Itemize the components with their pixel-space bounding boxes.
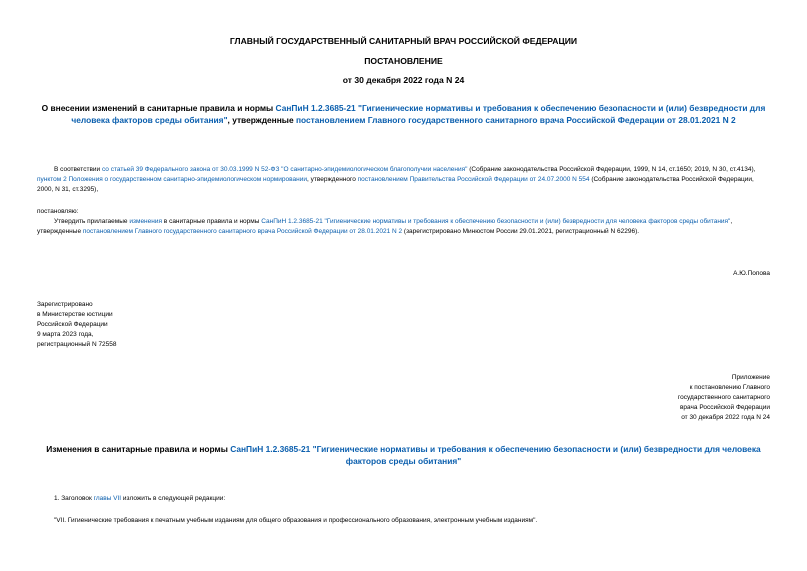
changes-title — [40, 444, 767, 467]
decree-link[interactable]: постановлением Главного государственного санитарного врача Российской Федерации от 28.01.2021 N 2 — [295, 114, 736, 125]
preamble-text-1: В соответствии — [54, 166, 102, 173]
appendix-line: врача Российской Федерации — [679, 404, 770, 411]
resolve-text-1: Утвердить прилагаемые — [54, 218, 130, 225]
appendix-line: от 30 декабря 2022 года N 24 — [681, 414, 770, 421]
changes-link[interactable]: изменения — [129, 218, 162, 225]
preamble-paragraph — [37, 165, 770, 195]
chapter-vii-link[interactable]: главы VII — [93, 495, 122, 502]
document-type: ПОСТАНОВЛЕНИЕ — [364, 56, 443, 66]
resolve-text-4: (зарегистрировано Минюстом России 29.01.2021, регистрационный N 62296). — [402, 228, 640, 235]
signature: А.Ю.Попова — [733, 270, 770, 277]
issuing-authority: ГЛАВНЫЙ ГОСУДАРСТВЕННЫЙ САНИТАРНЫЙ ВРАЧ РОССИЙСКОЙ ФЕДЕРАЦИИ — [229, 36, 578, 46]
title-text-1: О внесении изменений в санитарные правила и нормы — [41, 103, 276, 113]
appendix-note — [640, 373, 770, 423]
resolve-text-3: , утвержденные — [37, 218, 733, 235]
preamble-text-4: (Собрание законодательства Российской Федерации, 2000, N 31, ст.3295), — [37, 176, 754, 193]
registration-line: регистрационный N 72558 — [37, 341, 117, 348]
item-1 — [54, 494, 770, 504]
document-title — [28, 103, 779, 126]
registration-line: в Министерстве юстиции — [37, 311, 113, 318]
appendix-line: к постановлению Главного — [689, 384, 770, 391]
registration-block — [37, 300, 237, 350]
changes-sanpin-link[interactable]: СанПиН 1.2.3685-21 "Гигиенические нормативы и требования к обеспечению безопасности и (или) безвредности для человека факторов среды обитания" — [230, 444, 761, 466]
appendix-line: Приложение — [731, 374, 770, 381]
document-date-number: от 30 декабря 2022 года N 24 — [342, 75, 465, 85]
item-1-text-2: изложить в следующей редакции: — [121, 495, 226, 502]
resolve-decree-link[interactable]: постановлением Главного государственного санитарного врача Российской Федерации от 28.01.2021 N 2 — [82, 228, 403, 235]
government-decree-link[interactable]: постановлением Правительства Российской Федерации от 24.07.2000 N 554 — [357, 176, 590, 183]
resolve-paragraph — [37, 217, 770, 237]
resolve-word: постановляю: — [37, 208, 79, 215]
changes-title-text: Изменения в санитарные правила и нормы — [46, 444, 231, 454]
regulation-point-link[interactable]: пунктом 2 Положения о государственном санитарно-эпидемиологическом нормировании — [37, 176, 307, 183]
preamble-text-3: , утвержденного — [307, 176, 358, 183]
preamble-text-2: (Собрание законодательства Российской Федерации, 1999, N 14, ст.1650; 2019, N 30, ст.4134), — [467, 166, 756, 173]
appendix-line: государственного санитарного — [677, 394, 770, 401]
registration-line: 9 марта 2023 года, — [37, 331, 94, 338]
resolve-text-2: в санитарные правила и нормы — [162, 218, 262, 225]
title-text-2: , утвержденные — [227, 114, 296, 125]
registration-line: Российской Федерации — [37, 321, 108, 328]
item-1-text-1: 1. Заголовок — [54, 495, 94, 502]
new-chapter-heading-quote: "VII. Гигиенические требования к печатным учебным изданиям для общего образования и профессионального образования, электронным учебным изданиям". — [54, 517, 538, 524]
resolve-sanpin-link[interactable]: СанПиН 1.2.3685-21 "Гигиенические нормативы и требования к обеспечению безопасности и (или) безвредности для человека факторов среды обитания" — [261, 218, 731, 225]
sanpin-link[interactable]: СанПиН 1.2.3685-21 "Гигиенические нормативы и требования к обеспечению безопасности и (или) безвредности для человека факторов среды обитания" — [71, 103, 766, 125]
federal-law-link[interactable]: со статьей 39 Федерального закона от 30.03.1999 N 52-ФЗ "О санитарно-эпидемиологическом благополучии населения" — [101, 166, 468, 173]
registration-line: Зарегистрировано — [37, 301, 93, 308]
